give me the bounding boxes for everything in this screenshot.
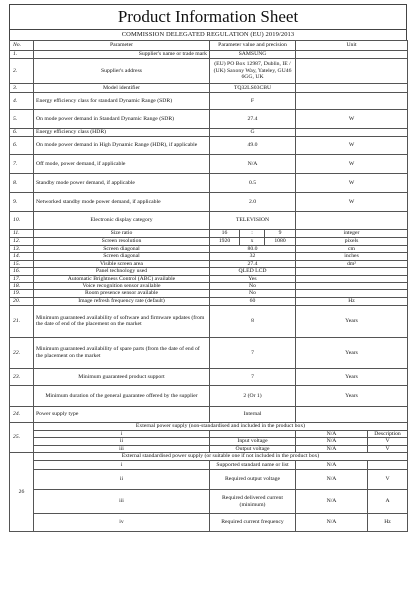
row-parameter: Power supply type [34,406,210,422]
row-value: F [210,93,296,110]
row-unit [296,51,408,59]
sub-item-number: iv [34,514,210,532]
row-number: 4. [10,93,34,110]
row-value: 0.5 [210,174,296,193]
row-unit [296,290,408,297]
row-parameter: Supported standard name or list [210,461,296,470]
sub-item-number: i [34,461,210,470]
row-value: N/A [296,470,368,490]
row-value: 49.0 [210,137,296,155]
row-value: SAMSUNG [210,51,296,59]
row-unit: V [368,445,408,452]
row-number: 22. [10,337,34,368]
sub-item-number: ii [34,438,210,445]
table-row [10,155,408,174]
row-parameter: Screen diagonal [34,253,210,260]
table-row [10,297,408,305]
row-value-width: 16 [210,230,240,238]
row-value: N/A [296,438,368,445]
section-header: External standardised power supply (or suitable one if not included in the product box) [34,453,408,461]
row-unit: Hz [296,297,408,305]
page-title: Product Information Sheet [9,4,407,29]
row-number: 1. [10,51,34,59]
table-row [10,514,408,532]
row-parameter: Input voltage [210,438,296,445]
row-unit: Hz [368,514,408,532]
row-number: 5. [10,110,34,129]
row-unit [296,283,408,290]
table-row [10,337,408,368]
row-parameter: On mode power demand in Standard Dynamic Range (SDR) [34,110,210,129]
row-unit [296,59,408,84]
row-parameter: Energy efficiency class (HDR) [34,129,210,137]
row-value: 2 (Or 1) [210,385,296,406]
row-unit: dm² [296,260,408,267]
table-row [10,368,408,385]
row-value: 7 [210,368,296,385]
row-unit [296,84,408,93]
row-parameter: Required output voltage [210,470,296,490]
table-row [10,212,408,230]
row-parameter: Room presence sensor available [34,290,210,297]
row-number: 12. [10,238,34,246]
row-unit: cm [296,246,408,253]
row-unit [368,461,408,470]
row-parameter: On mode power demand in High Dynamic Range (HDR), if applicable [34,137,210,155]
row-parameter: Minimum guaranteed product support [34,368,210,385]
row-description: Description [368,430,408,437]
row-number: 11. [10,230,34,238]
table-row [10,129,408,137]
row-value-height: 9 [265,230,296,238]
table-row [10,174,408,193]
table-row [10,51,408,59]
row-parameter: Voice recognition sensor available [34,283,210,290]
row-parameter: Model identifier [34,84,210,93]
row-number: 3. [10,84,34,93]
row-number: 13. [10,246,34,253]
row-number: 23. [10,368,34,385]
table-row [10,430,408,437]
row-unit: Years [296,305,408,337]
header-value: Parameter value and precision [210,41,296,51]
table-row [10,283,408,290]
table-row [10,59,408,84]
row-value: 2.0 [210,193,296,212]
row-parameter: Output voltage [210,445,296,452]
table-row [10,230,408,238]
row-value: 80.0 [210,246,296,253]
row-value: N/A [296,490,368,514]
row-value: G [210,129,296,137]
table-row [10,305,408,337]
row-number: 19. [10,290,34,297]
row-value: N/A [210,155,296,174]
row-value-separator: : [240,230,265,238]
table-header-row [10,41,408,51]
row-parameter [210,430,296,437]
row-parameter: Off mode, power demand, if applicable [34,155,210,174]
row-value: No [210,290,296,297]
row-parameter: Minimum duration of the general guarantee offered by the supplier [34,385,210,406]
row-parameter: Networked standby mode power demand, if applicable [34,193,210,212]
row-unit: A [368,490,408,514]
row-number: 17. [10,275,34,282]
row-parameter: Required delivered current (minimum) [210,490,296,514]
table-row [10,470,408,490]
row-unit [296,93,408,110]
row-unit: integer [296,230,408,238]
row-value: N/A [296,445,368,452]
product-information-sheet [9,0,407,532]
table-row [10,253,408,260]
table-row [10,453,408,461]
header-unit: Unit [296,41,408,51]
row-parameter: Image refresh frequency rate (default) [34,297,210,305]
row-unit: Years [296,337,408,368]
row-value: N/A [296,514,368,532]
table-row [10,422,408,430]
row-number: 15. [10,260,34,267]
row-number: 20. [10,297,34,305]
row-number: 7. [10,155,34,174]
row-unit: pixels [296,238,408,246]
row-parameter: Standby mode power demand, if applicable [34,174,210,193]
row-unit: Years [296,385,408,406]
row-value: 32 [210,253,296,260]
table-row [10,193,408,212]
header-parameter: Parameter [34,41,210,51]
table-row [10,110,408,129]
row-unit [296,275,408,282]
table-row [10,275,408,282]
row-number: 6. [10,129,34,137]
table-row [10,84,408,93]
row-unit [296,212,408,230]
row-unit: W [296,155,408,174]
row-value: (EU) PO Box 12987, Dublin, IE / (UK) Saxony Way, Yateley, GU46 6GG, UK [210,59,296,84]
table-row [10,137,408,155]
row-value: QLED LCD [210,268,296,275]
row-parameter: Minimum guaranteed availability of software and firmware updates (from the date of end of the placement on the market [34,305,210,337]
row-unit: W [296,137,408,155]
row-value: TQ32LS03CBU [210,84,296,93]
row-value: N/A [296,461,368,470]
row-unit [296,406,408,422]
row-value-separator: x [240,238,265,246]
sub-item-number: iii [34,490,210,514]
row-value: 27.4 [210,260,296,267]
table-row [10,406,408,422]
table-row [10,93,408,110]
row-parameter: Electronic display category [34,212,210,230]
sub-item-number: i [34,430,210,437]
table-row [10,290,408,297]
row-value-height: 1080 [265,238,296,246]
table-row [10,246,408,253]
row-parameter: Screen resolution [34,238,210,246]
product-table [9,40,408,532]
row-number: 16. [10,268,34,275]
row-number: 14. [10,253,34,260]
row-unit [296,268,408,275]
row-parameter: Automatic Brightness Control (ABC) available [34,275,210,282]
row-number: 21. [10,305,34,337]
row-unit: Years [296,368,408,385]
row-parameter: Size ratio [34,230,210,238]
row-number [10,385,34,406]
row-unit: V [368,470,408,490]
section-header: External power supply (non-standardised and included in the product box) [34,422,408,430]
row-number: 26 [10,453,34,532]
row-unit: inches [296,253,408,260]
row-parameter: Panel technology used [34,268,210,275]
row-value: Internal [210,406,296,422]
row-number: 9. [10,193,34,212]
row-value: 8 [210,305,296,337]
row-unit: V [368,438,408,445]
table-row [10,461,408,470]
row-value-width: 1920 [210,238,240,246]
regulation-title: COMMISSION DELEGATED REGULATION (EU) 2019/2013 [9,29,407,40]
row-parameter: Screen diagonal [34,246,210,253]
row-value: 60 [210,297,296,305]
row-unit: W [296,174,408,193]
row-number: 25. [10,422,34,452]
row-value: No [210,283,296,290]
row-parameter: Visible screen area [34,260,210,267]
row-value: 27.4 [210,110,296,129]
header-no: No. [10,41,34,51]
row-value: N/A [296,430,368,437]
table-row [10,238,408,246]
row-value: TELEVISION [210,212,296,230]
table-row [10,268,408,275]
row-unit [296,129,408,137]
row-number: 6. [10,137,34,155]
sub-item-number: ii [34,470,210,490]
table-row [10,385,408,406]
table-row [10,445,408,452]
row-parameter: Required current frequency [210,514,296,532]
row-value: 7 [210,337,296,368]
row-parameter: Energy efficiency class for standard Dynamic Range (SDR) [34,93,210,110]
row-number: 24. [10,406,34,422]
table-row [10,438,408,445]
row-number: 10. [10,212,34,230]
table-row [10,490,408,514]
row-parameter: Supplier's name or trade mark [34,51,210,59]
sub-item-number: iii [34,445,210,452]
row-number: 18. [10,283,34,290]
row-unit: W [296,110,408,129]
row-parameter: Minimum guaranteed availability of spare parts (from the date of end of the placement on the market [34,337,210,368]
row-value: Yes [210,275,296,282]
row-number: 2. [10,59,34,84]
row-unit: W [296,193,408,212]
row-number: 8. [10,174,34,193]
table-row [10,260,408,267]
row-parameter: Supplier's address [34,59,210,84]
